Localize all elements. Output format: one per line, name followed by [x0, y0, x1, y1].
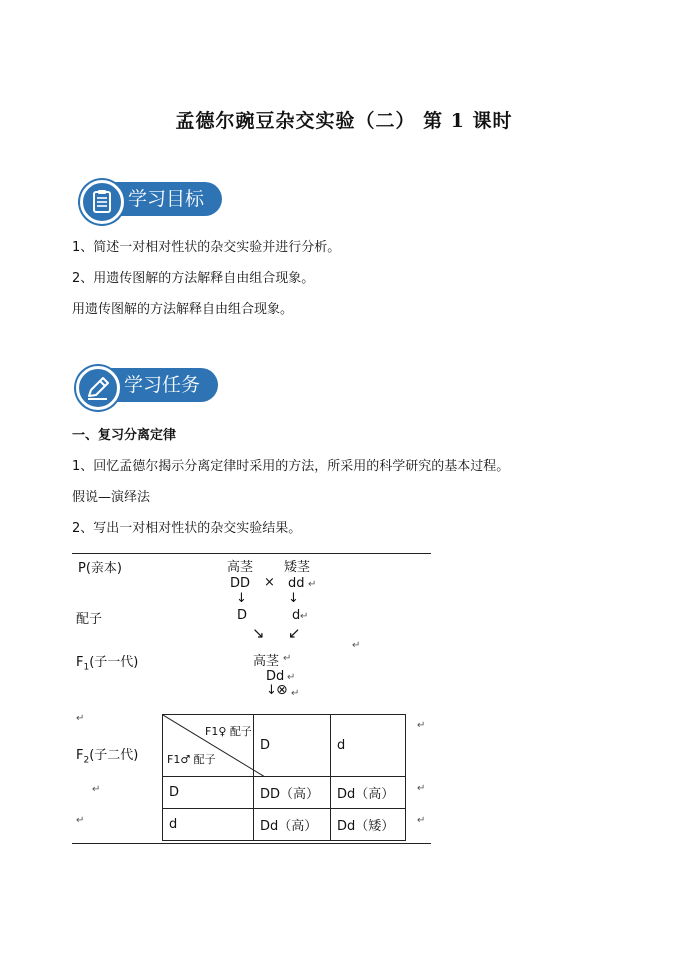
question-1: 1、回忆孟德尔揭示分离定律时采用的方法，所采用的科学研究的基本过程。: [72, 459, 510, 474]
f1-subscript: 1: [83, 662, 90, 673]
paragraph-mark: ↵: [283, 653, 292, 664]
row-header-2: d: [163, 809, 254, 841]
short-label: 矮茎: [284, 560, 311, 575]
arrow-down-icon: ↓: [288, 591, 299, 606]
f2-label: [76, 744, 138, 766]
goals-banner-label: 学习目标: [102, 182, 222, 216]
f1-genotype: Dd: [266, 669, 285, 684]
self-cross-icon: ⊗: [276, 682, 288, 698]
gamete-label: 配子: [76, 612, 103, 627]
top-rule: [72, 553, 431, 554]
tasks-banner-label: 学习任务: [98, 368, 218, 402]
goal-line-3: 用遗传图解的方法解释自由组合现象。: [72, 302, 294, 317]
cell-1-1: DD（高）: [254, 777, 331, 809]
answer-1: 假说—演绎法: [72, 490, 151, 505]
paragraph-mark: ↵: [417, 815, 426, 826]
cell-2-2: Dd（矮）: [331, 809, 406, 841]
arrow-down-icon: ↓: [266, 683, 277, 698]
col-header-2: d: [331, 715, 406, 777]
f2-prefix: F: [76, 748, 84, 763]
f2-subscript: 2: [83, 755, 90, 766]
paragraph-mark: ↵: [291, 688, 300, 699]
paragraph-mark: ↵: [92, 784, 101, 795]
paragraph-mark: ↵: [308, 579, 317, 590]
arrow-down-icon: ↓: [236, 591, 247, 606]
question-2: 2、写出一对相对性状的杂交实验结果。: [72, 521, 302, 536]
tall-label: 高茎: [227, 560, 254, 575]
p-genotype-1: DD: [230, 576, 251, 591]
paragraph-mark: ↵: [417, 783, 426, 794]
paragraph-mark: ↵: [417, 720, 426, 731]
row-header-1: D: [163, 777, 254, 809]
p-genotype-2: dd: [288, 576, 305, 591]
cross-symbol: ×: [264, 575, 275, 590]
p-label: P(亲本): [78, 561, 122, 576]
f1-phenotype: 高茎: [253, 654, 280, 669]
f1-label: [76, 651, 138, 673]
paragraph-mark: ↵: [300, 611, 309, 622]
f2-suffix: (子二代): [89, 748, 139, 763]
cell-1-2: Dd（高）: [331, 777, 406, 809]
punnett-table: [162, 714, 406, 841]
page-title: 孟德尔豌豆杂交实验（二） 第 1 课时: [175, 110, 513, 132]
bottom-rule: [72, 843, 431, 844]
paragraph-mark: ↵: [352, 640, 361, 651]
col-header-1: D: [254, 715, 331, 777]
section-heading: 一、复习分离定律: [72, 428, 177, 443]
goals-banner: [80, 180, 240, 220]
tasks-banner: [76, 366, 236, 406]
goal-line-1: 1、简述一对相对性状的杂交实验并进行分析。: [72, 240, 341, 255]
arrow-diagonal-icon: ↘: [252, 624, 265, 642]
paragraph-mark: ↵: [287, 672, 296, 683]
paragraph-mark: ↵: [76, 713, 85, 724]
f1-prefix: F: [76, 655, 84, 670]
table-corner-cell: [163, 715, 254, 777]
paragraph-mark: ↵: [76, 815, 85, 826]
pencil-icon: [76, 366, 120, 410]
corner-top-label: F1♀ 配子: [205, 725, 252, 738]
corner-bottom-label: F1♂ 配子: [167, 753, 216, 766]
gamete-1: D: [237, 608, 248, 623]
arrow-diagonal-icon: ↙: [288, 624, 301, 642]
cell-2-1: Dd（高）: [254, 809, 331, 841]
gamete-2: d: [292, 608, 301, 623]
f1-suffix: (子一代): [89, 655, 139, 670]
goal-line-2: 2、用遗传图解的方法解释自由组合现象。: [72, 271, 315, 286]
clipboard-icon: [80, 180, 124, 224]
